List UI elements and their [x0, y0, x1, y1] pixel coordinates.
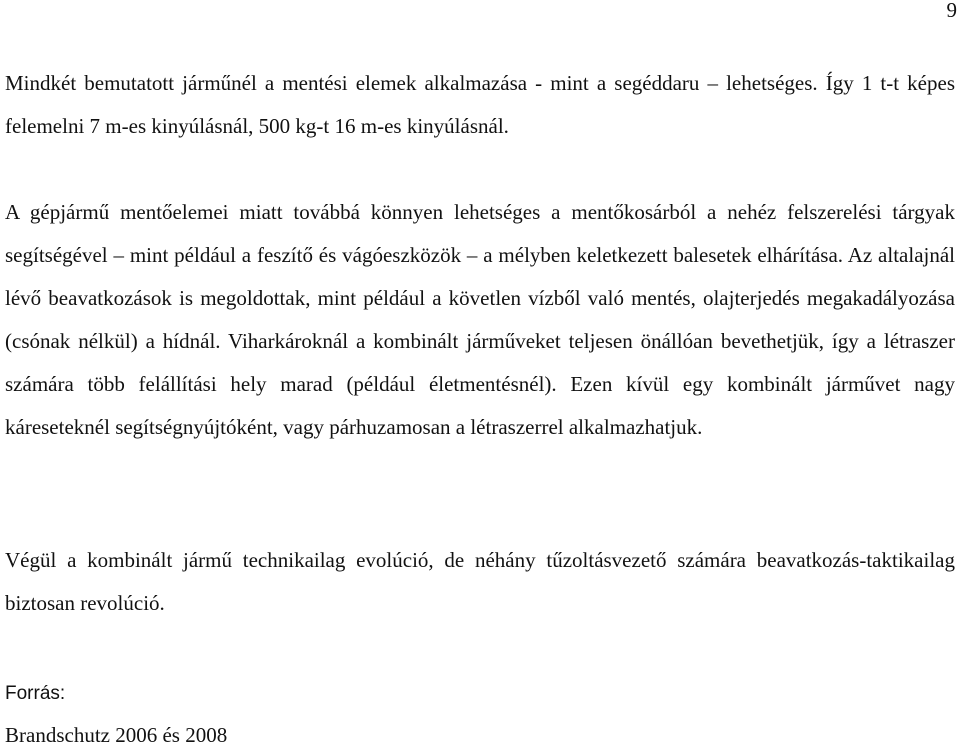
paragraph-rescue-elements: Mindkét bemutatott járműnél a mentési elemek alkalmazása - mint a segéddaru – lehetséges. Így 1 t-t képes felemelni 7 m-es kinyúlásnál, 500 kg-t 16 m-es kinyúlásnál.	[5, 71, 955, 138]
page-number: 9	[946, 0, 957, 22]
paragraph-conclusion: Végül a kombinált jármű technikailag evolúció, de néhány tűzoltásvezető számára beavatkozás-taktikailag biztosan revolúció.	[5, 548, 955, 615]
source-label: Forrás:	[5, 683, 66, 704]
source-text: Brandschutz 2006 és 2008	[5, 723, 228, 747]
paragraph-vehicle-capabilities: A gépjármű mentőelemei miatt továbbá könnyen lehetséges a mentőkosárból a nehéz felszerelési tárgyak segítségével – mint például a feszítő és vágóeszközök – a mélyben keletkezett balesetek elhárítása. Az altalajnál lévő beavatkozások is megoldottak, mint például a követlen vízből való mentés, olajterjedés megakadályozása (csónak nélkül) a hídnál. Viharkároknál a kombinált járműveket teljesen önállóan bevethetjük, így a létraszer számára több felállítási hely marad (például életmentésnél). Ezen kívül egy kombinált járművet nagy káreseteknél segítségnyújtóként, vagy párhuzamosan a létraszerrel alkalmazhatjuk.	[5, 200, 955, 439]
